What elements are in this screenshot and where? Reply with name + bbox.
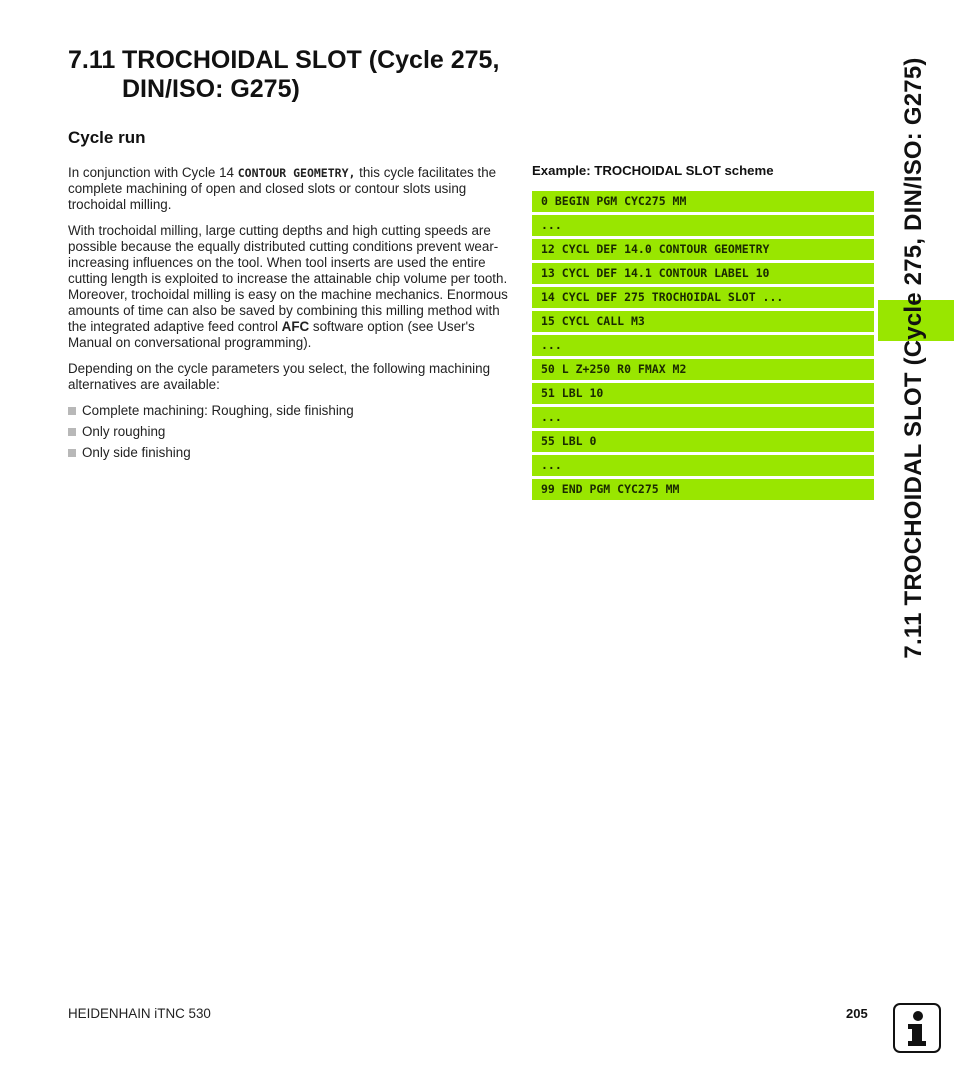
paragraph-1-text: In conjunction with Cycle 14 — [68, 165, 238, 180]
code-line: 13 CYCL DEF 14.1 CONTOUR LABEL 10 — [532, 263, 874, 284]
code-line: 0 BEGIN PGM CYC275 MM — [532, 191, 874, 212]
list-item — [68, 424, 510, 440]
title-line-1: TROCHOIDAL SLOT (Cycle 275, — [122, 46, 500, 74]
list-item-text: Complete machining: Roughing, side finishing — [82, 403, 354, 418]
section-number: 7.11 — [68, 46, 116, 74]
square-bullet-icon — [68, 428, 76, 436]
paragraph-1-text-end: this cycle facilitates the complete machining of open and closed slots or contour slots using trochoidal milling. — [68, 165, 497, 212]
page-number: 205 — [846, 1006, 868, 1021]
bullet-list — [68, 403, 510, 461]
example-title: Example: TROCHOIDAL SLOT scheme — [532, 163, 774, 178]
code-line: 50 L Z+250 R0 FMAX M2 — [532, 359, 874, 380]
code-line: 12 CYCL DEF 14.0 CONTOUR GEOMETRY — [532, 239, 874, 260]
square-bullet-icon — [68, 449, 76, 457]
body-text — [68, 165, 510, 466]
afc-bold: AFC — [281, 319, 310, 334]
square-bullet-icon — [68, 407, 76, 415]
info-icon — [893, 1003, 941, 1053]
paragraph-1 — [68, 165, 510, 213]
nc-program-example — [532, 191, 874, 503]
code-line: 55 LBL 0 — [532, 431, 874, 452]
code-line: ... — [532, 335, 874, 356]
inline-code: CONTOUR GEOMETRY, — [237, 166, 356, 180]
paragraph-2-text-end: software option (see User's Manual on conversational programming). — [68, 319, 475, 350]
paragraph-3: Depending on the cycle parameters you select, the following machining alternatives are available: — [68, 361, 491, 392]
paragraph-2 — [68, 223, 510, 351]
code-line: 99 END PGM CYC275 MM — [532, 479, 874, 500]
list-item — [68, 403, 510, 419]
page-title — [68, 46, 528, 104]
title-line-2: DIN/ISO: G275) — [122, 75, 300, 103]
info-glyph-icon — [895, 1005, 939, 1051]
code-line: ... — [532, 455, 874, 476]
code-line: 51 LBL 10 — [532, 383, 874, 404]
section-subtitle: Cycle run — [68, 128, 146, 147]
list-item-text: Only roughing — [82, 424, 166, 439]
footer-product: HEIDENHAIN iTNC 530 — [68, 1006, 211, 1021]
side-running-header-text: 7.11 TROCHOIDAL SLOT (Cycle 275, DIN/ISO: G275) — [900, 57, 927, 659]
code-line: ... — [532, 215, 874, 236]
code-line: 15 CYCL CALL M3 — [532, 311, 874, 332]
code-line: ... — [532, 407, 874, 428]
paragraph-2-text: With trochoidal milling, large cutting depths and high cutting speeds are possible because the equally distributed cutting conditions prevent wear-increasing influences on the tool. When tool inserts are used the entire cutting length is exploited to increase the attainable chip volume per tooth. Moreover, trochoidal milling is easy on the machine mechanics. Enormous amounts of time can also be saved by combining this milling method with the integrated adaptive feed control — [68, 223, 508, 334]
list-item-text: Only side finishing — [82, 445, 191, 460]
code-line: 14 CYCL DEF 275 TROCHOIDAL SLOT ... — [532, 287, 874, 308]
list-item — [68, 445, 510, 461]
